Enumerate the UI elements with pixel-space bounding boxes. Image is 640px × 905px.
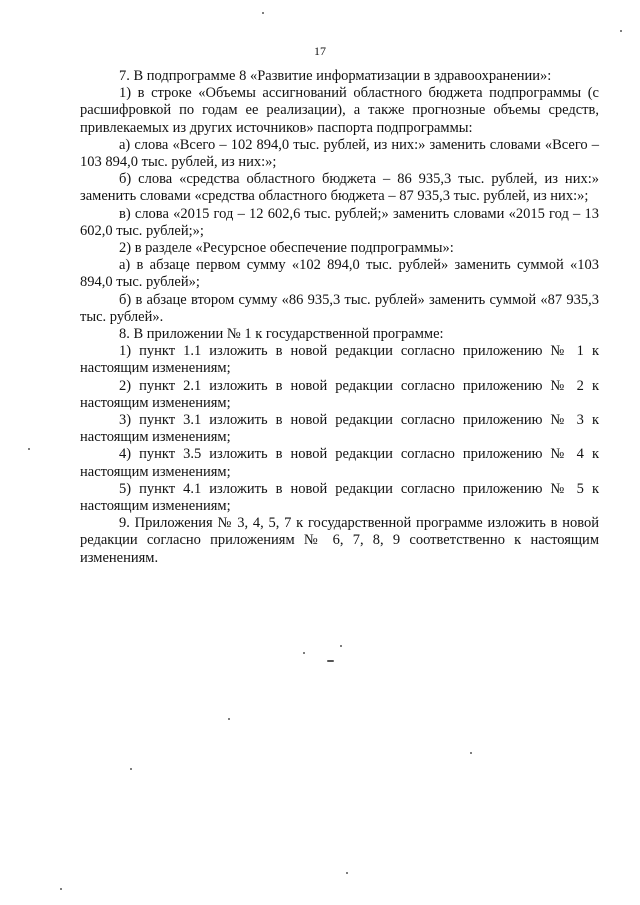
paragraph: 2) пункт 2.1 изложить в новой редакции согласно приложению № 2 к настоящим изменениям; [80,377,599,411]
scan-speck [470,752,472,754]
paragraph: 2) в разделе «Ресурсное обеспечение подпрограммы»: [119,240,454,257]
scan-speck [620,30,622,32]
paragraph: в) слова «2015 год – 12 602,6 тыс. рублей;» заменить словами «2015 год – 13 602,0 тыс. рублей;»; [80,205,599,239]
scan-speck [28,448,30,450]
scan-speck [346,872,348,874]
paragraph: 3) пункт 3.1 изложить в новой редакции согласно приложению № 3 к настоящим изменениям; [80,412,599,446]
paragraph: б) слова «средства областного бюджета – 86 935,3 тыс. рублей, из них:» заменить словами «средства областного бюджета – 87 935,3 тыс. рублей, из них:»; [80,171,599,205]
page-number: 17 [314,44,326,58]
document-body [80,68,599,567]
scan-speck [228,718,230,720]
paragraph: б) в абзаце втором сумму «86 935,3 тыс. рублей» заменить суммой «87 935,3 тыс. рублей». [80,291,599,325]
paragraph: а) в абзаце первом сумму «102 894,0 тыс. рублей» заменить суммой «103 894,0 тыс. рублей»; [80,257,599,291]
scan-speck [327,660,334,662]
scan-speck [60,888,62,890]
scan-speck [303,652,305,654]
paragraph: 5) пункт 4.1 изложить в новой редакции согласно приложению № 5 к настоящим изменениям; [80,480,599,515]
scan-speck [130,768,132,770]
scan-speck [262,12,264,14]
paragraph: 4) пункт 3.5 изложить в новой редакции согласно приложению № 4 к настоящим изменениям; [80,446,599,480]
paragraph: а) слова «Всего – 102 894,0 тыс. рублей, из них:» заменить словами «Всего – 103 894,0 тыс. рублей, из них:»; [80,136,599,171]
paragraph: 8. В приложении № 1 к государственной программе: [119,326,444,343]
paragraph: 7. В подпрограмме 8 «Развитие информатизации в здравоохранении»: [119,68,552,84]
paragraph: 1) в строке «Объемы ассигнований областного бюджета подпрограммы (с расшифровкой по годам ее реализации), а также прогнозные объемы средств, привлекаемых из других источников» паспорта подпрограммы: [80,85,599,136]
paragraph: 9. Приложения № 3, 4, 5, 7 к государственной программе изложить в новой редакции согласно приложениям № 6, 7, 8, 9 соответственно к настоящим изменениям. [80,515,599,566]
scan-speck [340,645,342,647]
paragraph: 1) пункт 1.1 изложить в новой редакции согласно приложению № 1 к настоящим изменениям; [80,343,599,377]
